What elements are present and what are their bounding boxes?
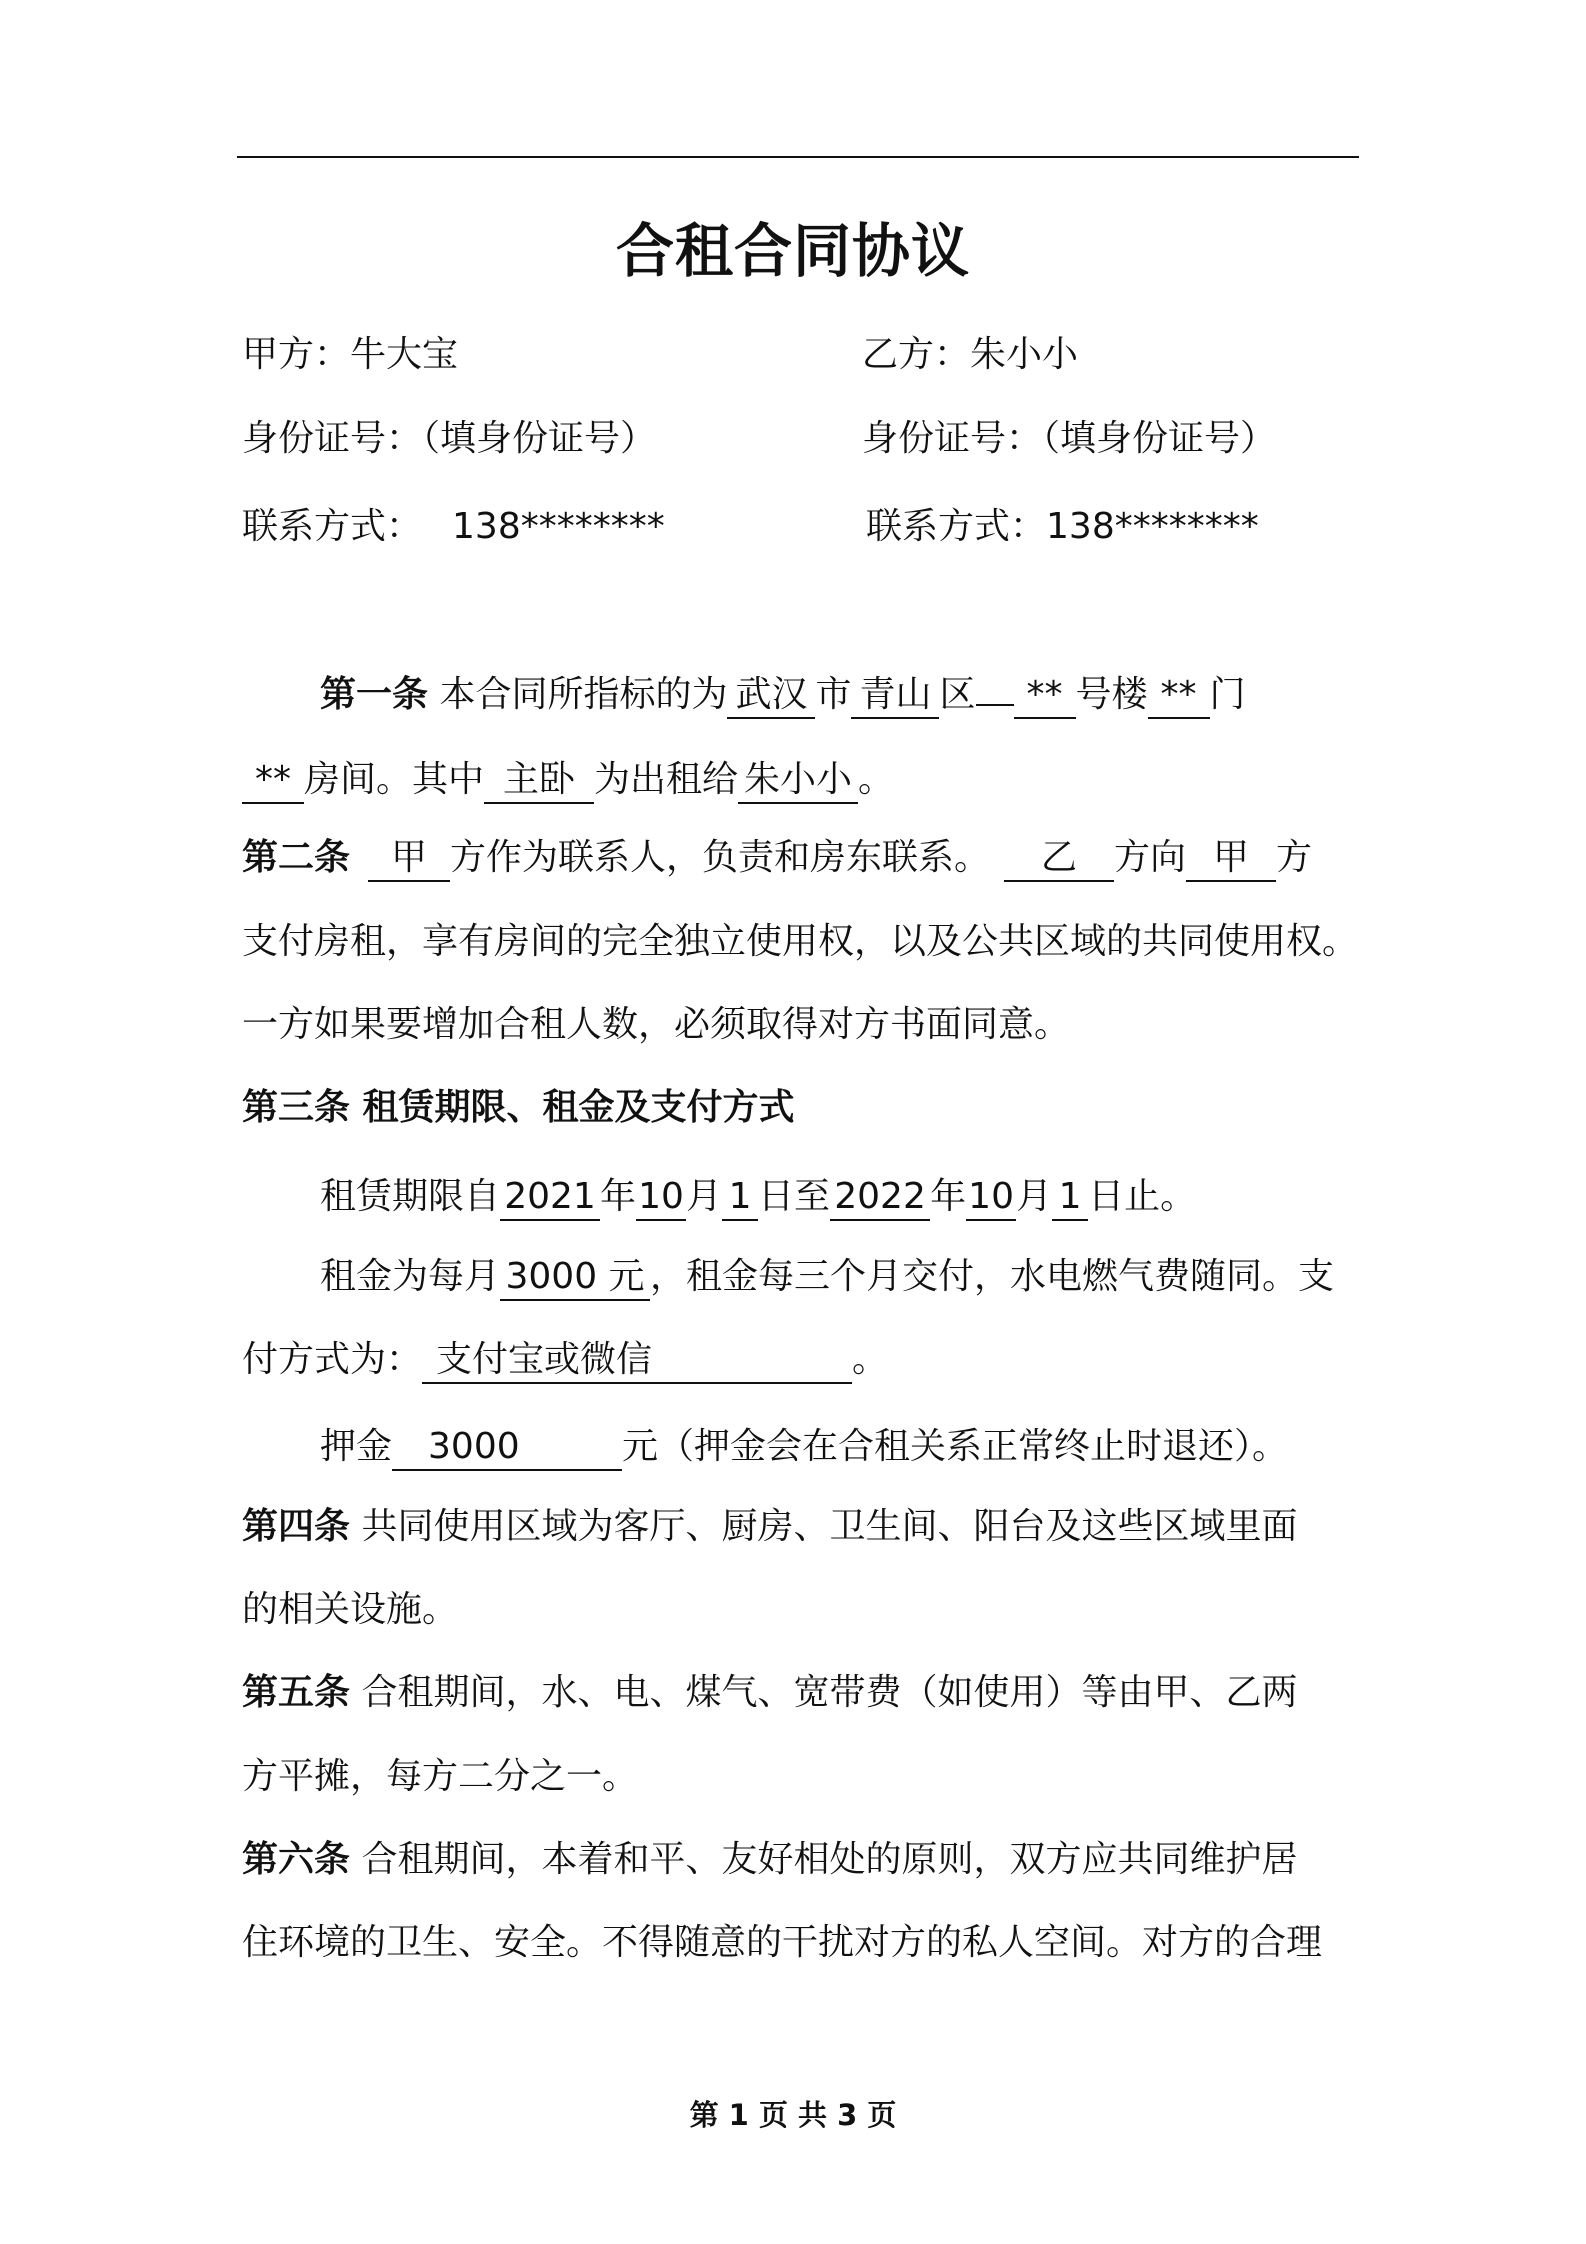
party-b-phone: 138******** — [1046, 506, 1259, 547]
article-1-text: 号楼 — [1075, 674, 1148, 715]
article-5-line-1 — [242, 1668, 1297, 1718]
blank-field — [976, 704, 1014, 706]
rent-amount-field: 3000 元 — [500, 1255, 650, 1301]
party-a-id: （填身份证号） — [422, 418, 657, 459]
article-1-heading: 第一条 — [320, 674, 429, 715]
city-field: 武汉 — [727, 673, 815, 719]
article-2-text: 方 — [1276, 837, 1313, 878]
party-b-name-label: 乙方： — [862, 334, 971, 375]
party-a-phone: 138******** — [452, 506, 665, 547]
party-a-name-label: 甲方： — [242, 334, 351, 375]
article-2-line-1 — [242, 833, 1312, 883]
article-3-heading: 第三条 — [242, 1087, 351, 1128]
article-6-heading: 第六条 — [242, 1839, 351, 1880]
article-1-text: 。 — [858, 759, 895, 800]
district-field: 青山 — [851, 673, 939, 719]
rent-text: 租金为每月 — [320, 1256, 501, 1297]
party-a-name-row — [242, 330, 458, 380]
article-1-text: 为出租给 — [594, 759, 739, 800]
lease-period-text: 日止。 — [1088, 1176, 1197, 1217]
payment-method-row — [242, 1335, 888, 1385]
party-a-phone-label: 联系方式： — [242, 506, 423, 547]
deposit-text: 元（押金会在合租关系正常终止时退还）。 — [622, 1426, 1289, 1467]
article-2-line-3: 一方如果要增加合租人数，必须取得对方书面同意。 — [242, 1004, 1071, 1045]
start-month-field: 10 — [636, 1175, 686, 1221]
article-4-line-2: 的相关设施。 — [242, 1589, 459, 1630]
end-year-field: 2022 — [830, 1175, 930, 1221]
article-4-text: 共同使用区域为客厅、厨房、卫生间、阳台及这些区域里面 — [350, 1506, 1298, 1547]
room-field: ** — [242, 758, 304, 804]
article-1-line-1 — [320, 670, 1246, 720]
article-6-line-2: 住环境的卫生、安全。不得随意的干扰对方的私人空间。对方的合理 — [242, 1922, 1323, 1963]
article-4-line-1 — [242, 1502, 1297, 1552]
unit-field: ** — [1148, 673, 1210, 719]
page-number: 第 1 页 共 3 页 — [689, 2098, 897, 2132]
party-b-name-row — [862, 330, 1078, 380]
room-type-field: 主卧 — [484, 758, 594, 804]
start-year-field: 2021 — [500, 1175, 600, 1221]
article-1-text: 本合同所指标的为 — [428, 674, 728, 715]
lease-period-text: 月 — [1016, 1176, 1053, 1217]
rent-text: ，租金每三个月交付，水电燃气费随同。支 — [650, 1256, 1335, 1297]
payee-party-field: 甲 — [1186, 836, 1276, 882]
article-6-line-1 — [242, 1835, 1297, 1885]
payment-method-text: 。 — [852, 1339, 889, 1380]
contact-party-field: 甲 — [368, 836, 450, 882]
article-3-title-row — [242, 1083, 795, 1133]
lease-period-text: 日至 — [758, 1176, 831, 1217]
article-2-line-2: 支付房租，享有房间的完全独立使用权，以及公共区域的共同使用权。 — [242, 921, 1359, 962]
party-b-name: 朱小小 — [970, 334, 1079, 375]
payment-method-field: 支付宝或微信 — [422, 1338, 852, 1384]
lease-period-text: 年 — [930, 1176, 967, 1217]
article-3-title: 租赁期限、租金及支付方式 — [350, 1087, 795, 1128]
building-field: ** — [1014, 673, 1076, 719]
party-b-id: （填身份证号） — [1042, 418, 1277, 459]
deposit-row — [320, 1422, 1288, 1472]
party-a-phone-row — [242, 502, 665, 552]
article-1-text: 房间。其中 — [304, 759, 485, 800]
article-2-text: 方作为联系人，负责和房东联系。 — [450, 837, 991, 878]
tenant-field: 朱小小 — [738, 758, 858, 804]
header-rule — [237, 156, 1359, 158]
article-5-text: 合租期间，水、电、煤气、宽带费（如使用）等由甲、乙两 — [350, 1672, 1298, 1713]
lease-period-text: 月 — [686, 1176, 723, 1217]
party-b-phone-label: 联系方式： — [866, 506, 1047, 547]
payer-party-field: 乙 — [1004, 836, 1114, 882]
article-2-text: 方向 — [1114, 837, 1187, 878]
party-b-id-label: 身份证号： — [862, 418, 1043, 459]
end-month-field: 10 — [966, 1175, 1016, 1221]
party-a-id-row — [242, 414, 656, 464]
deposit-text: 押金 — [320, 1426, 393, 1467]
article-4-heading: 第四条 — [242, 1506, 351, 1547]
party-b-id-row — [862, 414, 1276, 464]
lease-period-text: 年 — [600, 1176, 637, 1217]
party-b-phone-row — [866, 502, 1259, 552]
document-title: 合租合同协议 — [615, 217, 970, 285]
article-1-text: 区 — [939, 674, 976, 715]
article-5-line-2: 方平摊，每方二分之一。 — [242, 1756, 639, 1797]
article-1-text: 市 — [815, 674, 852, 715]
start-day-field: 1 — [722, 1175, 758, 1221]
article-1-text: 门 — [1209, 674, 1246, 715]
end-day-field: 1 — [1052, 1175, 1088, 1221]
deposit-amount-field: 3000 — [392, 1425, 622, 1471]
lease-period-text: 租赁期限自 — [320, 1176, 501, 1217]
article-2-heading: 第二条 — [242, 837, 351, 878]
rent-row — [320, 1252, 1334, 1302]
payment-method-text: 付方式为： — [242, 1339, 423, 1380]
party-a-name: 牛大宝 — [350, 334, 459, 375]
article-6-text: 合租期间，本着和平、友好相处的原则，双方应共同维护居 — [350, 1839, 1298, 1880]
article-1-line-2 — [242, 755, 894, 805]
lease-period-row — [320, 1172, 1196, 1222]
party-a-id-label: 身份证号： — [242, 418, 423, 459]
article-5-heading: 第五条 — [242, 1672, 351, 1713]
